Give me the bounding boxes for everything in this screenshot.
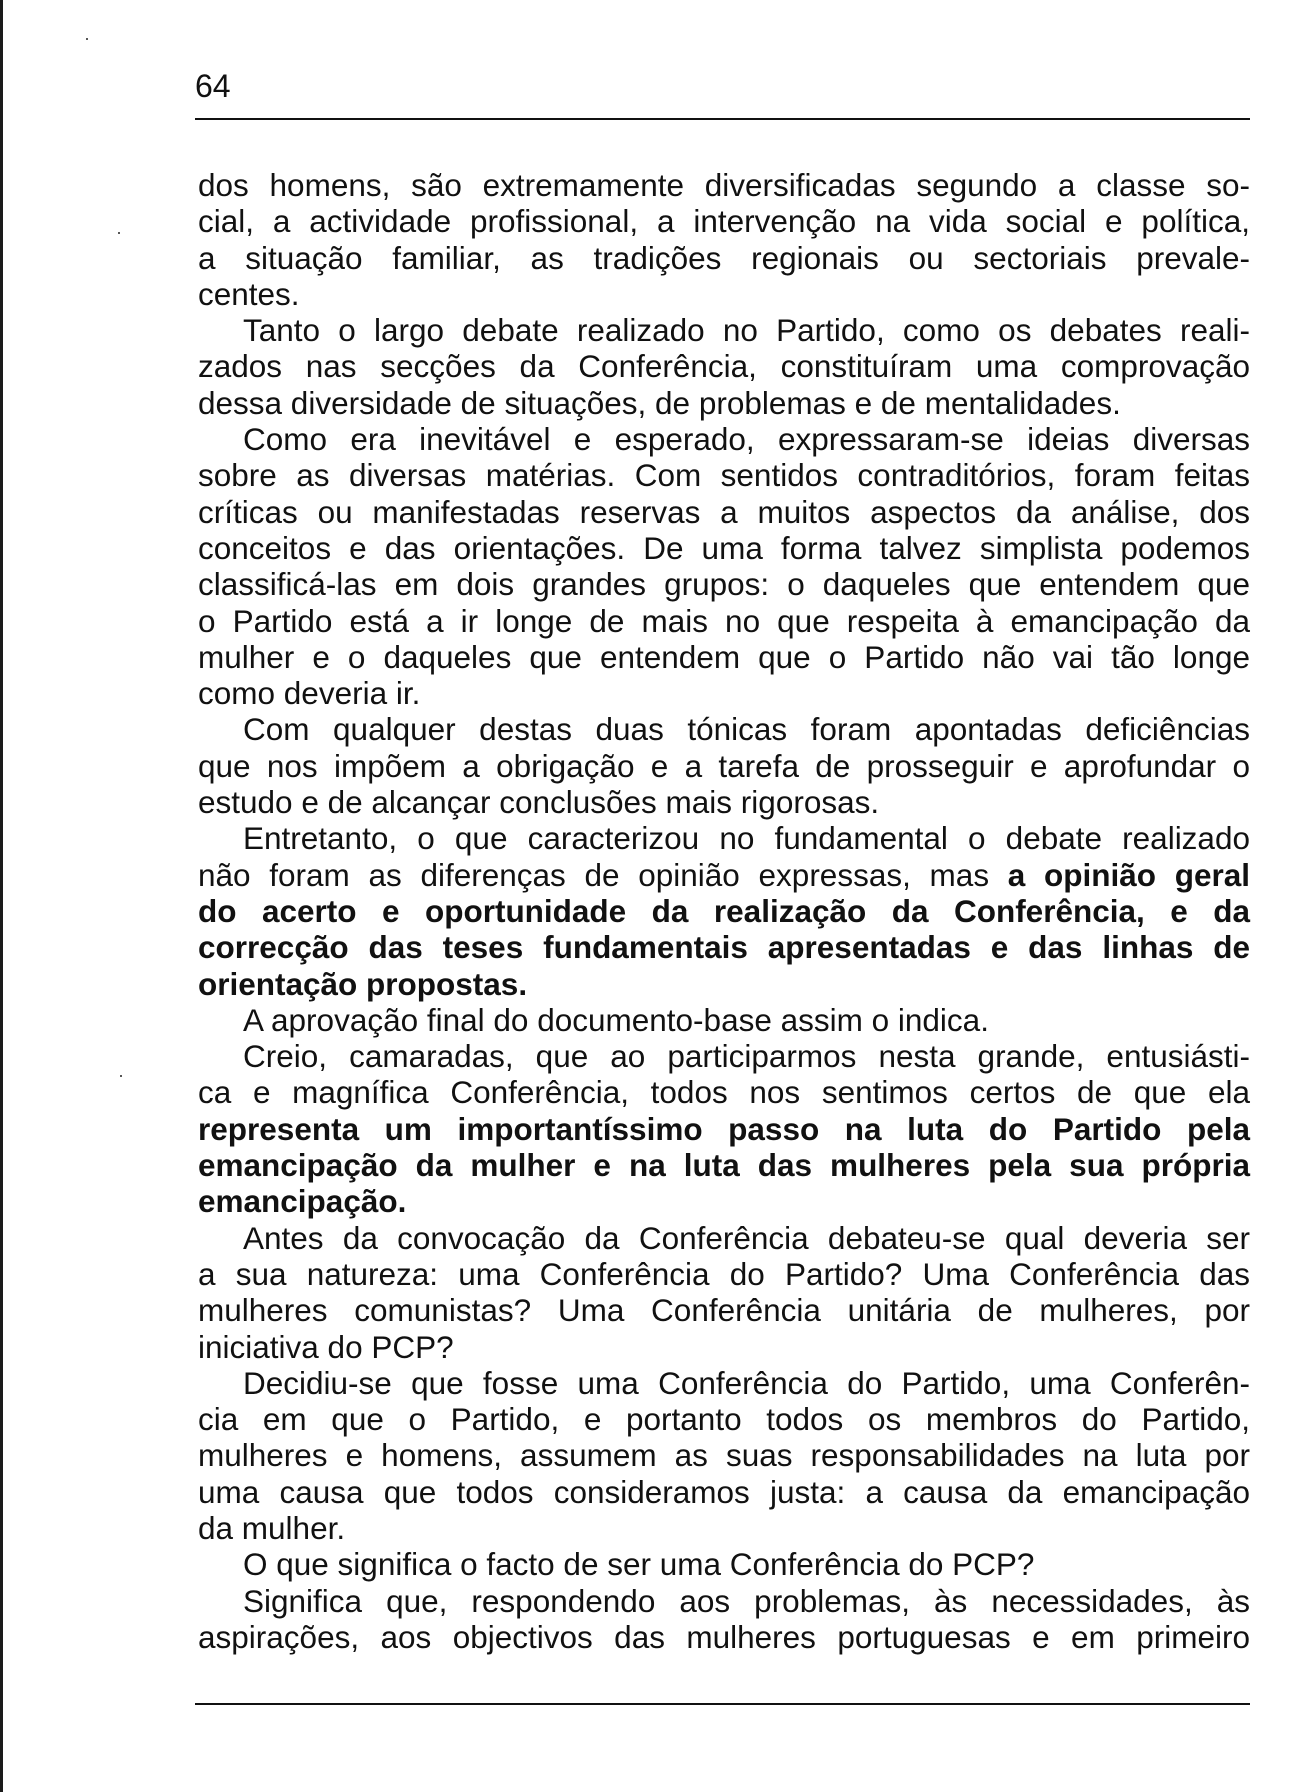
text-line — [198, 1002, 1250, 1038]
text-segment: uma causa que todos consideramos justa: a causa da emancipação — [198, 1473, 1250, 1510]
text-segment: O que significa o facto de ser uma Conferência do PCP? — [243, 1546, 1035, 1583]
text-line — [198, 639, 1250, 675]
text-segment: ca e magnífica Conferência, todos nos sentimos certos de que ela — [198, 1074, 1250, 1111]
text-line — [198, 1074, 1250, 1110]
text-segment: que nos impõem a obrigação e a tarefa de prosseguir e aprofundar o — [198, 747, 1250, 784]
text-line — [198, 1256, 1250, 1292]
text-line — [198, 385, 1250, 421]
page-number: 64 — [195, 68, 231, 104]
text-segment: Significa que, respondendo aos problemas, às necessidades, às — [243, 1582, 1250, 1619]
text-segment: Decidiu-se que fosse uma Conferência do Partido, uma Conferên- — [243, 1364, 1250, 1401]
text-line — [198, 530, 1250, 566]
bold-text-segment: emancipação da mulher e na luta das mulheres pela sua própria — [198, 1147, 1250, 1184]
text-line — [198, 1401, 1250, 1437]
text-line — [198, 675, 1250, 711]
bold-text-segment: orientação propostas. — [198, 965, 528, 1002]
text-line — [198, 1183, 1250, 1219]
text-line — [198, 1583, 1250, 1619]
text-line — [198, 1546, 1250, 1582]
text-line — [198, 820, 1250, 856]
text-line — [198, 1619, 1250, 1655]
text-line — [198, 1474, 1250, 1510]
text-line — [198, 276, 1250, 312]
text-line — [198, 348, 1250, 384]
text-line — [198, 857, 1250, 893]
text-line — [198, 1437, 1250, 1473]
footer-rule — [195, 1703, 1250, 1705]
text-segment: não foram as diferenças de opinião expressas, mas — [198, 856, 1008, 893]
text-line — [198, 494, 1250, 530]
text-line — [198, 312, 1250, 348]
text-line — [198, 1038, 1250, 1074]
text-line — [198, 566, 1250, 602]
text-line — [198, 603, 1250, 639]
bold-text-segment: emancipação. — [198, 1183, 407, 1220]
text-line — [198, 203, 1250, 239]
text-line — [198, 1329, 1250, 1365]
text-line — [198, 1510, 1250, 1546]
bold-text-segment: do acerto e oportunidade da realização da Conferência, e da — [198, 892, 1250, 929]
text-segment: a situação familiar, as tradições regionais ou sectoriais prevale- — [198, 239, 1250, 276]
text-segment: mulheres comunistas? Uma Conferência unitária de mulheres, por — [198, 1292, 1250, 1329]
text-segment: dessa diversidade de situações, de problemas e de mentalidades. — [198, 384, 1121, 421]
text-segment: Como era inevitável e esperado, expressaram-se ideias diversas — [243, 421, 1250, 458]
text-segment: Tanto o largo debate realizado no Partido, como os debates reali- — [243, 312, 1250, 349]
text-segment: Com qualquer destas duas tónicas foram apontadas deficiências — [243, 711, 1250, 748]
text-segment: A aprovação final do documento-base assim o indica. — [243, 1001, 989, 1038]
bold-text-segment: representa um importantíssimo passo na luta do Partido pela — [198, 1110, 1250, 1147]
text-line — [198, 421, 1250, 457]
text-segment: centes. — [198, 275, 300, 312]
text-segment: aspirações, aos objectivos das mulheres portuguesas e em primeiro — [198, 1618, 1250, 1655]
text-line — [198, 893, 1250, 929]
header-rule — [195, 118, 1250, 120]
text-segment: como deveria ir. — [198, 675, 421, 712]
text-line — [198, 1111, 1250, 1147]
text-segment: cia em que o Partido, e portanto todos os membros do Partido, — [198, 1401, 1250, 1438]
scan-speck — [86, 38, 88, 40]
text-segment: Entretanto, o que caracterizou no fundamental o debate realizado — [243, 820, 1250, 857]
text-segment: mulher e o daqueles que entendem que o Partido não vai tão longe — [198, 638, 1250, 675]
bold-text-segment: a opinião geral — [1007, 856, 1250, 893]
text-line — [198, 1147, 1250, 1183]
body-text — [198, 167, 1250, 1655]
bold-text-segment: correcção das teses fundamentais apresentadas e das linhas de — [198, 929, 1250, 966]
scan-speck — [120, 1075, 122, 1077]
text-segment: mulheres e homens, assumem as suas responsabilidades na luta por — [198, 1437, 1250, 1474]
text-line — [198, 966, 1250, 1002]
text-line — [198, 1220, 1250, 1256]
text-segment: a sua natureza: uma Conferência do Partido? Uma Conferência das — [198, 1255, 1250, 1292]
text-segment: sobre as diversas matérias. Com sentidos contraditórios, foram feitas — [198, 457, 1250, 494]
text-line — [198, 748, 1250, 784]
text-segment: zados nas secções da Conferência, constituíram uma comprovação — [198, 348, 1250, 385]
text-line — [198, 240, 1250, 276]
text-line — [198, 1365, 1250, 1401]
scan-speck — [118, 232, 120, 234]
text-segment: classificá-las em dois grandes grupos: o daqueles que entendem que — [198, 566, 1250, 603]
text-line — [198, 784, 1250, 820]
text-segment: dos homens, são extremamente diversificadas segundo a classe so- — [198, 167, 1250, 203]
text-segment: cial, a actividade profissional, a intervenção na vida social e política, — [198, 203, 1250, 240]
text-segment: Antes da convocação da Conferência debateu-se qual deveria ser — [243, 1219, 1250, 1256]
text-line — [198, 711, 1250, 747]
text-segment: estudo e de alcançar conclusões mais rigorosas. — [198, 784, 880, 821]
text-line — [198, 929, 1250, 965]
text-segment: conceitos e das orientações. De uma forma talvez simplista podemos — [198, 529, 1250, 566]
text-line — [198, 167, 1250, 203]
text-line — [198, 457, 1250, 493]
scan-edge — [0, 0, 3, 1792]
text-segment: o Partido está a ir longe de mais no que respeita à emancipação da — [198, 602, 1250, 639]
text-line — [198, 1292, 1250, 1328]
text-segment: críticas ou manifestadas reservas a muitos aspectos da análise, dos — [198, 493, 1250, 530]
text-segment: Creio, camaradas, que ao participarmos nesta grande, entusiásti- — [243, 1038, 1250, 1075]
text-segment: da mulher. — [198, 1509, 346, 1546]
text-segment: iniciativa do PCP? — [198, 1328, 454, 1365]
